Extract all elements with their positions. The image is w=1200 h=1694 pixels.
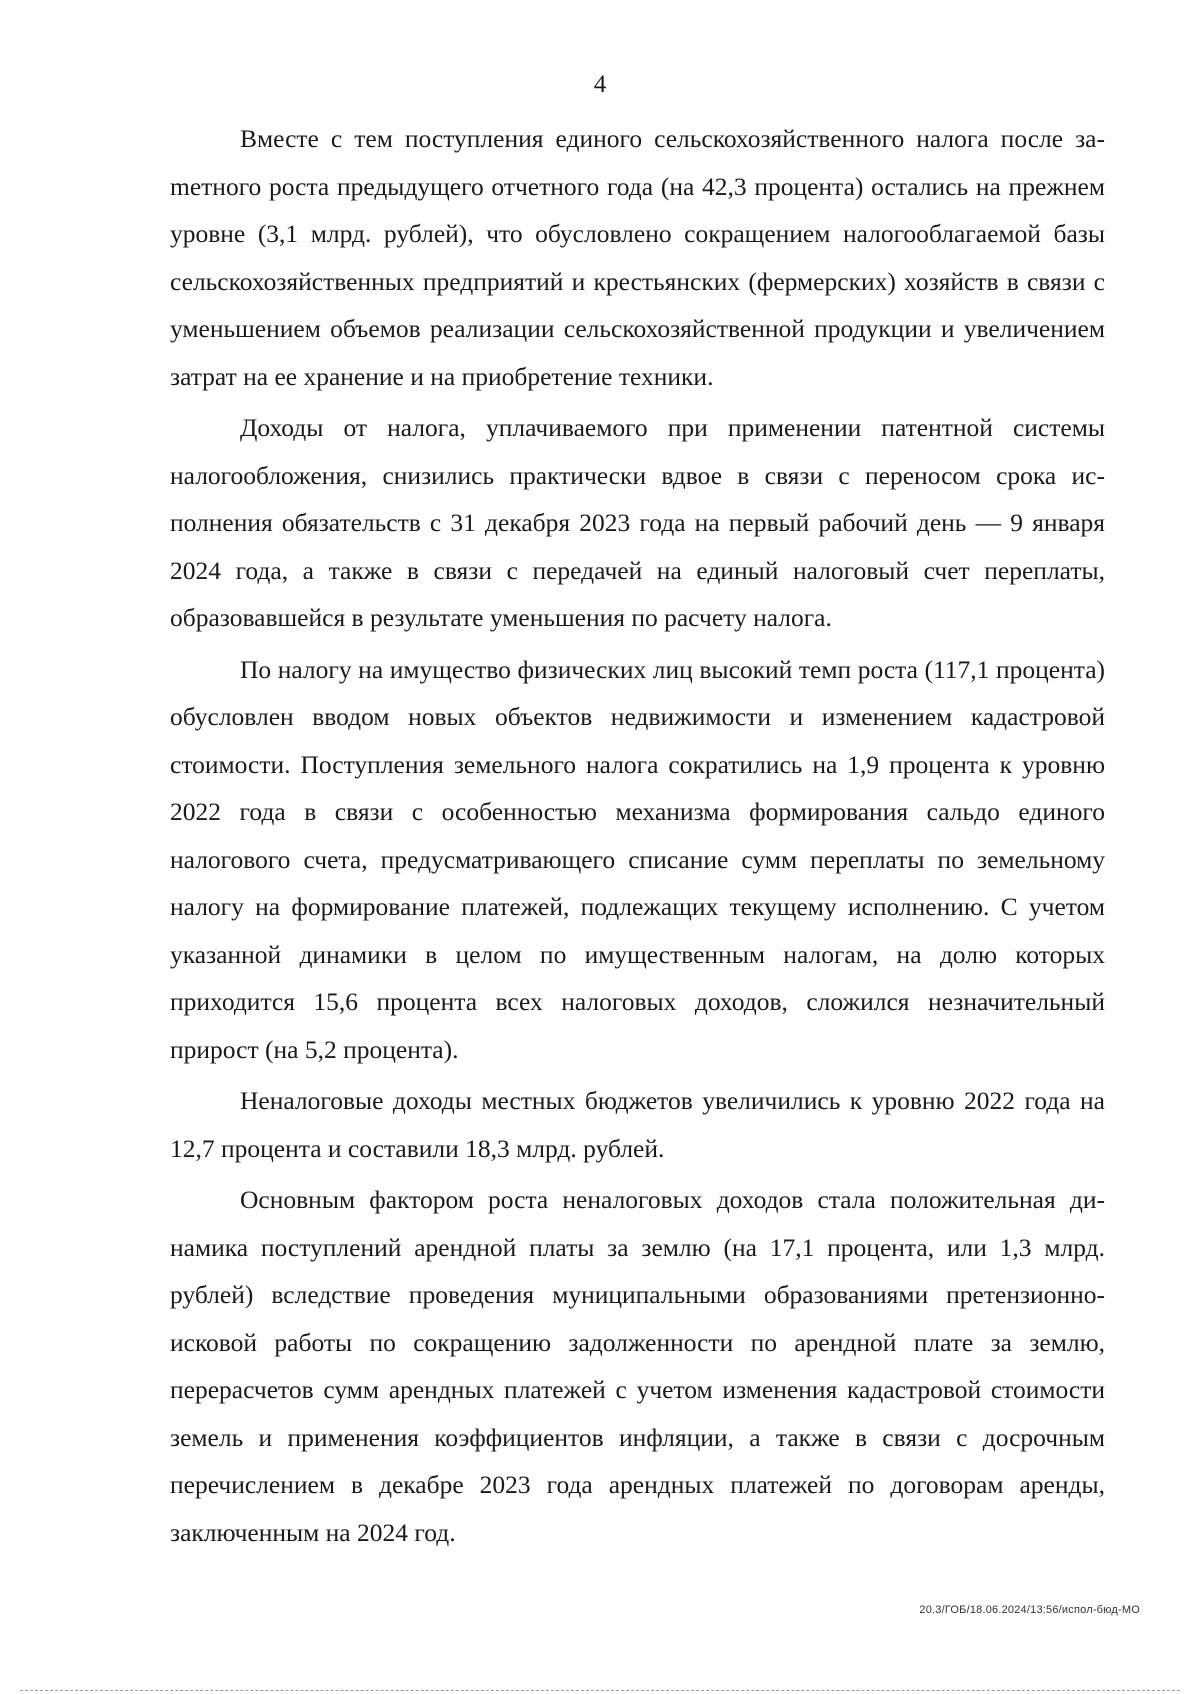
paragraph-agricultural-tax: Вместе с тем поступления единого сельскохозяйственного налога после заmетного роста предыдущего отчетного года (на 42,3 процента) остались на прежнем уровне (3,1 млрд. рублей), что обусловлено сокращением налогооблагаемой базы сельскохозяйственных предприятий и крестьянских (фермерских) хозяйств в связи с уменьшением объемов реализации сельскохозяйственной продукции и увеличением затрат на ее хранение и на приобретение техники. <box>170 124 1105 391</box>
footer-document-code: 20.3/ГОБ/18.06.2024/13:56/испол-бюд-МО <box>919 1604 1140 1616</box>
page-number: 4 <box>593 71 607 98</box>
paragraph-property-tax: По налогу на имущество физических лиц высокий темп роста (117,1 процента) обусловлен вводом новых объектов недвижимости и изменением кадастровой стоимости. Поступления земельного налога сократились на 1,9 процента к уровню 2022 года в связи с особенностью механизма формирования сальдо единого налогового счета, предусматривающего списание сумм переплаты по земельному налогу на формирование платежей, подлежащих текущему исполнению. С учетом указанной динамики в целом по имущественным налогам, на долю которых приходится 15,6 процента всех налоговых доходов, сложился незначительный прирост (на 5,2 процента). <box>170 654 1105 1064</box>
document-body <box>170 115 1105 1560</box>
scan-edge-divider <box>20 1690 1180 1691</box>
paragraph-patent-tax: Доходы от налога, уплачиваемого при применении патентной системы налогообложения, снизились практически вдвое в связи с переносом срока исполнения обязательств с 31 декабря 2023 года на первый рабочий день — 9 января 2024 года, а также в связи с передачей на единый налоговый счет переплаты, образовавшейся в результате уменьшения по расчету налога. <box>170 413 1105 632</box>
paragraph-land-rent: Основным фактором роста неналоговых доходов стала положительная динамика поступлений арендной платы за землю (на 17,1 процента, или 1,3 млрд. рублей) вследствие проведения муниципальными образованиями претензионно-исковой работы по сокращению задолженности по арендной плате за землю, перерасчетов сумм арендных платежей с учетом изменения кадастровой стоимости земель и применения коэффициентов инфляции, а также в связи с досрочным перечислением в декабре 2023 года арендных платежей по договорам аренды, заключенным на 2024 год. <box>170 1185 1105 1547</box>
paragraph-non-tax-income: Неналоговые доходы местных бюджетов увеличились к уровню 2022 года на 12,7 процента и составили 18,3 млрд. рублей. <box>170 1086 1105 1163</box>
